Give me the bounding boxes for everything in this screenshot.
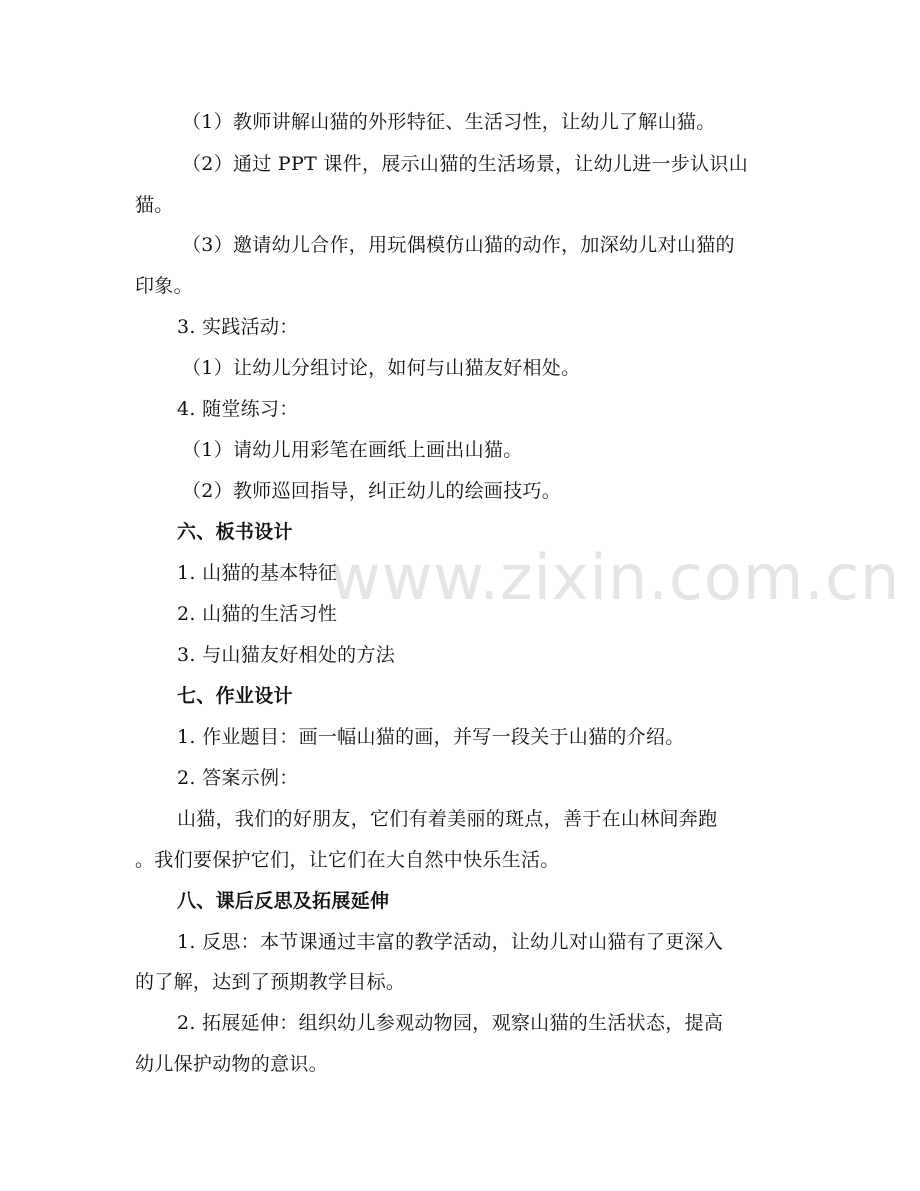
list-item: 3. 实践活动：	[177, 316, 299, 338]
section-heading: 七、作业设计	[177, 685, 293, 707]
list-item: 4. 随堂练习：	[177, 398, 299, 420]
paragraph-line: （2）通过 PPT 课件，展示山猫的生活场景，让幼儿进一步认识山	[182, 153, 749, 175]
paragraph-line: 2. 拓展延伸：组织幼儿参观动物园，观察山猫的生活状态，提高	[177, 1012, 724, 1034]
list-item: 1. 作业题目：画一幅山猫的画，并写一段关于山猫的介绍。	[177, 726, 685, 748]
section-heading: 六、板书设计	[177, 521, 293, 543]
paragraph-line: （3）邀请幼儿合作，用玩偶模仿山猫的动作，加深幼儿对山猫的	[182, 234, 735, 256]
list-item: 3. 与山猫友好相处的方法	[177, 644, 396, 666]
list-item: 2. 答案示例：	[177, 767, 299, 789]
paragraph-line: 。我们要保护它们，让它们在大自然中快乐生活。	[135, 849, 560, 871]
paragraph-line: 1. 反思：本节课通过丰富的教学活动，让幼儿对山猫有了更深入	[177, 931, 724, 953]
paragraph-line: 印象。	[135, 275, 193, 297]
list-item: 2. 山猫的生活习性	[177, 603, 338, 625]
watermark-text: www.zixin.com.cn	[330, 541, 901, 614]
paragraph-line: （1）教师讲解山猫的外形特征、生活习性，让幼儿了解山猫。	[182, 111, 716, 133]
paragraph-line: 幼儿保护动物的意识。	[135, 1053, 329, 1075]
paragraph-line: 山猫，我们的好朋友，它们有着美丽的斑点，善于在山林间奔跑	[177, 808, 718, 830]
paragraph-line: 猫。	[135, 194, 174, 216]
list-item: （2）教师巡回指导，纠正幼儿的绘画技巧。	[182, 480, 562, 502]
list-item: （1）请幼儿用彩笔在画纸上画出山猫。	[182, 439, 523, 461]
list-item: （1）让幼儿分组讨论，如何与山猫友好相处。	[182, 357, 581, 379]
list-item: 1. 山猫的基本特征	[177, 562, 338, 584]
paragraph-line: 的了解，达到了预期教学目标。	[135, 971, 406, 993]
section-heading: 八、课后反思及拓展延伸	[177, 890, 390, 912]
